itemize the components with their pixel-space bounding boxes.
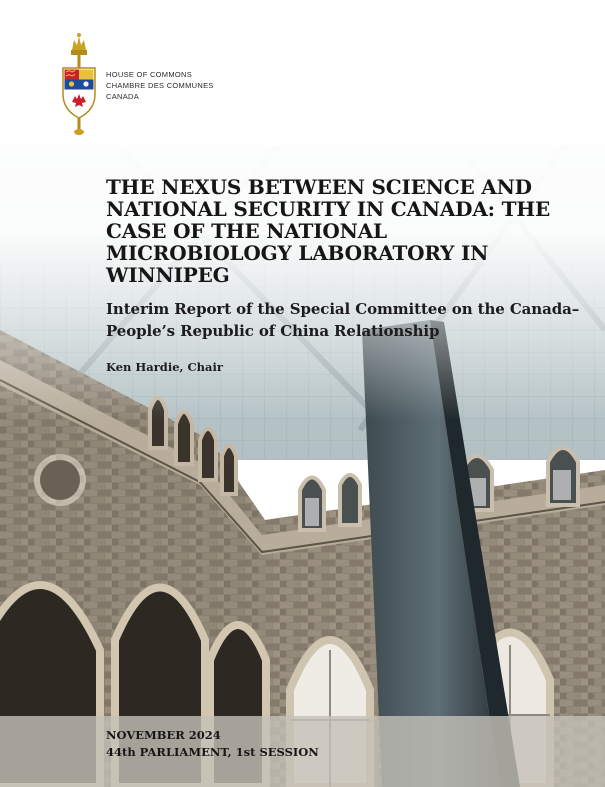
institution-name-french: CHAMBRE DES COMMUNES — [106, 81, 214, 90]
institution-country: CANADA — [106, 92, 140, 101]
report-subtitle: Interim Report of the Special Committee on the Canada–People’s Republic of China Relationship — [106, 300, 580, 340]
parliament-session: 44th PARLIAMENT, 1st SESSION — [106, 745, 319, 759]
publication-date: NOVEMBER 2024 — [106, 728, 221, 742]
committee-chair: Ken Hardie, Chair — [106, 360, 223, 374]
institution-name-english: HOUSE OF COMMONS — [106, 70, 193, 79]
institution-block — [106, 69, 214, 102]
report-title: THE NEXUS BETWEEN SCIENCE AND NATIONAL SECURITY IN CANADA: THE CASE OF THE NATIONAL MICROBIOLOGY LABORATORY IN WINNIPEG — [106, 175, 551, 287]
house-of-commons-crest-icon — [60, 32, 98, 136]
